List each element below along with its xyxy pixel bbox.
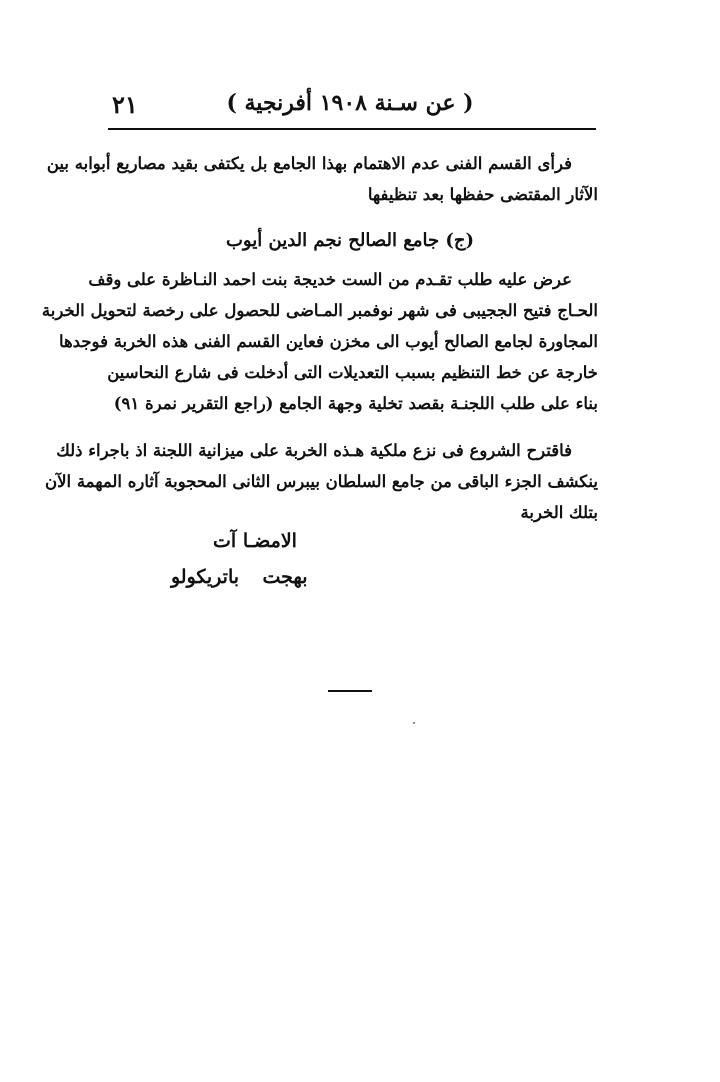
paragraph-3-line: بتلك الخربة [520, 503, 598, 522]
paragraph-1 [46, 148, 598, 210]
signature-name: بهجت [262, 566, 308, 588]
paragraph-3-line: ينكشف الجزء الباقى من جامع السلطان بيبرس الثانى المحجوبة آثاره المهمة الآن [44, 472, 598, 491]
paragraph-3 [44, 435, 598, 528]
paper-speck [413, 722, 415, 724]
paragraph-2-line: الحـاج فتيح الججيبى فى شهر نوفمبر المـاضى للحصول على رخصة لتحويل الخربة [41, 301, 598, 320]
end-rule [328, 690, 372, 692]
paragraph-1-line: الآثار المقتضى حفظها بعد تنظيفها [367, 185, 598, 204]
paragraph-1-line: فرأى القسم الفنى عدم الاهتمام بهذا الجامع بل يكتفى بقيد مصاريع أبوابه بين [46, 154, 572, 173]
signatures-label: الامضـا آت [213, 530, 297, 552]
paragraph-2-line: خارجة عن خط التنظيم بسبب التعديلات التى أدخلت فى شارع النحاسين [107, 363, 598, 382]
paragraph-2-line: عرض عليه طلب تقـدم من الست خديجة بنت احمد النـاظرة على وقف [88, 270, 572, 289]
paragraph-2-line: بناء على طلب اللجنـة بقصد تخلية وجهة الجامع (راجع التقرير نمرة ٩١) [113, 394, 598, 413]
paragraph-2-line: المجاورة لجامع الصالح أيوب الى مخزن فعاين القسم الفنى هذه الخربة فوجدها [58, 332, 598, 351]
page-number: ٢١ [112, 90, 138, 119]
signature-name: باتريكولو [170, 566, 240, 588]
paragraph-3-line: فاقترح الشروع فى نزع ملكية هـذه الخربة على ميزانية اللجنة اذ باجراء ذلك [56, 441, 572, 460]
paragraph-2 [41, 264, 598, 419]
section-heading: (ج) جامع الصالح نجم الدين أيوب [225, 230, 474, 251]
header-rule [108, 128, 596, 130]
page-header-title: ( عن سـنة ١٩٠٨ أفرنجية ) [226, 90, 474, 116]
